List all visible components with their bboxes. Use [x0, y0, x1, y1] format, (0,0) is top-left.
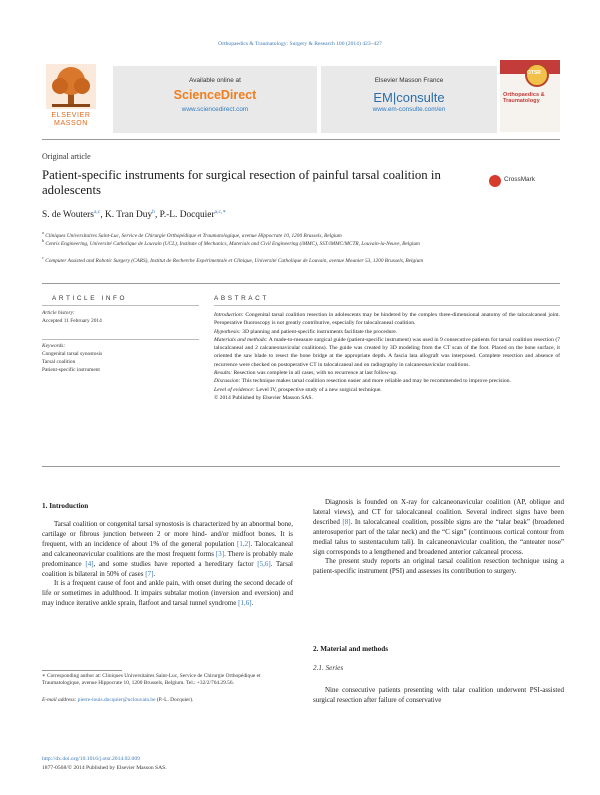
author-name: S. de Wouters: [42, 210, 94, 220]
email-owner: (P.-L. Docquier).: [156, 697, 194, 703]
body-paragraph: The present study reports an original tarsal coalition resection technique using a patient-specific instrument (PSI) and assesses its contribution to surgery.: [313, 557, 564, 576]
article-type: Original article: [42, 152, 91, 161]
abstract-label: Materials and methods:: [214, 336, 268, 343]
author-affil-link[interactable]: a,c: [93, 209, 101, 215]
affiliation-text: Cenris Engineering, Université Catholique de Louvain (UCL), Institute of Mechanics, Materials and Civil Engineering (iMMC), SST/iMMC/MCTR, Louvain-la-Neuve, Belgium: [45, 240, 420, 247]
body-text: , and some studies have reported a hereditary factor: [93, 559, 254, 568]
section-heading-methods: 2. Material and methods: [313, 645, 389, 653]
accepted-date: Accepted 11 February 2014: [42, 318, 102, 324]
body-paragraph: [42, 579, 293, 609]
abstract-paragraph: [214, 336, 560, 369]
body-text: . In talocalcaneal coalition, possible signs are the “talar beak” (broadened anterosuperior part of the talar neck) and the “C sign” (continuous cortical contour from medial talus to sustentaculum tali). In calcaneonavicular coalition, the “anteater nose” sign corresponds to a lengthened and broadened anterior calcaneal process.: [313, 517, 565, 556]
keyword: Patient-specific instrument: [42, 367, 100, 373]
abstract-label: Discussion:: [214, 378, 241, 385]
abstract-paragraph: [214, 377, 560, 385]
abstract-rule: [214, 305, 560, 306]
emconsulte-logo[interactable]: EM|consulte: [373, 90, 445, 105]
journal-cover-title: Orthopaedics & Traumatology: [503, 92, 545, 104]
author-affil-link[interactable]: a,c,∗: [214, 209, 227, 215]
abstract-text: This technique makes tarsal coalition resection easier and more reliable and may be recommended to improve precision.: [241, 378, 511, 385]
abstract-label: Level of evidence:: [214, 386, 255, 393]
keyword: Congenital tarsal synostosis: [42, 351, 103, 357]
body-text: . There is probably male predominance: [42, 549, 293, 568]
publisher-name: Elsevier Masson France: [374, 77, 444, 84]
email-link[interactable]: pierre-louis.docquier@uclouvain.be: [77, 697, 156, 703]
abstract-text: Congenital tarsal coalition resection in adolescents may be hindered by the complex three-dimensional anatomy of the talocalcaneal joint. Peroperative fluoroscopy is not greatly contributive, especially for talocalcaneal coalition.: [214, 312, 560, 327]
body-column-left: [42, 520, 293, 609]
citation-link[interactable]: [5,6]: [257, 559, 271, 568]
body-text: . Talocalcaneal and calcaneonavicular coalitions are the most frequent forms: [42, 539, 294, 558]
issn-line: 1877-0568/© 2014 Published by Elsevier Masson SAS.: [42, 765, 167, 771]
author-affil-link[interactable]: b: [152, 209, 155, 215]
article-info-rule: [42, 339, 199, 340]
crossmark-label[interactable]: CrossMark: [504, 176, 535, 183]
affiliation: [42, 237, 522, 249]
author-list: S. de Wouters$^{a,c}$, K. Tran Duy$^b$, P.-L. Docquier$^{a,c,∗}$: [42, 209, 227, 220]
article-info-heading: ARTICLE INFO: [52, 295, 128, 302]
affiliation-text: Computer Assisted and Robotic Surgery (CARS), Institut de Recherche Expérimentale et Clinique, Université Catholique de Louvain, avenue Mounier 53, 1200 Brussels, Belgium: [45, 257, 424, 264]
citation-link[interactable]: [8]: [342, 517, 351, 526]
affiliation-text: Cliniques Universitaires Saint-Luc, Service de Chirurgie Orthopédique et Traumatologique, avenue Hippocrate 10, 1200 Brussels, Belgium: [45, 232, 342, 239]
abstract-label: Introduction:: [214, 312, 244, 318]
abstract-bottom-rule: [42, 466, 560, 467]
available-online-label: Available online at: [189, 77, 241, 84]
elsevier-tree-logo-icon: [46, 64, 96, 109]
header-divider: [42, 139, 560, 140]
history-label: Article history:: [42, 310, 75, 316]
body-paragraph: [313, 498, 564, 557]
citation-link[interactable]: [1,6]: [238, 599, 252, 608]
body-paragraph: Nine consecutive patients presenting with talar coalition underwent PSI-assisted surgical resection after failure of conservative: [313, 686, 564, 704]
section-divider: [42, 283, 560, 284]
doi-link[interactable]: http://dx.doi.org/10.1016/j.otsr.2014.02.009: [42, 756, 140, 762]
body-column-right: [313, 498, 564, 577]
footnote-rule: [42, 670, 122, 671]
affiliation-marker: a: [42, 230, 44, 235]
abstract-text: Resection was complete in all cases, with no recurrence at last follow-up.: [233, 370, 398, 377]
abstract-text: A made-to-measure surgical guide (patient-specific instrument) was used in 9 consecutive patients for tarsal coalition resection (7 talocalcaneal and 2 calcaneonavicular coalitions). The guide was created by 3D modeling from the CT scan of the foot. Placed on the bone surface, it oriented the saw blade to resect the bone bridge at the appropriate depth. A fascia lata allograft was interposed. Complete resection and absence of recurrence were checked on postoperative CT in talocalcaneal and on radiography in calcaneonavicular coalitions.: [214, 336, 560, 368]
sciencedirect-logo[interactable]: ScienceDirect: [173, 88, 257, 102]
subsection-heading-series: 2.1. Series: [313, 664, 344, 672]
affiliation-marker: c: [42, 255, 44, 260]
abstract-heading: ABSTRACT: [214, 295, 269, 302]
sciencedirect-link[interactable]: www.sciencedirect.com: [181, 106, 249, 113]
citation-link[interactable]: [3]: [215, 549, 225, 558]
copyright-notice: © 2014 Published by Elsevier Masson SAS.: [214, 394, 313, 401]
abstract-text: Level IV, prospective study of a new surgical technique.: [256, 386, 382, 393]
body-paragraph: [42, 520, 293, 579]
body-text: .: [251, 599, 254, 608]
email-line: [42, 697, 293, 704]
abstract-paragraph: [214, 328, 560, 336]
citation-link[interactable]: [7]: [145, 569, 154, 578]
keywords-label: Keywords:: [42, 343, 66, 349]
corresponding-author-note: ∗ Corresponding author at: Cliniques Universitaires Saint-Luc, Service de Chirurgie Orthopédique et Traumatologique, avenue Hippocrate 10, 1200 Brussels, Belgium. Tel.: +32/2/764.29.56.: [42, 673, 261, 687]
keyword: Tarsal coalition: [42, 359, 76, 365]
affiliation: [42, 254, 522, 266]
journal-citation[interactable]: Orthopaedics & Traumatology: Surgery & Research 100 (2014) 423–427: [218, 41, 382, 47]
author-name: K. Tran Duy: [105, 210, 153, 220]
emconsulte-link[interactable]: www.em-consulte.com/en: [372, 106, 446, 113]
body-text: It is a frequent cause of foot and ankle pain, with onset during the second decade of life or sometimes in adulthood. It impairs subtalar motion (inversion and eversion) and may induce iterative ankle sprain, flatfoot and tarsal tunnel syndrome: [42, 579, 293, 608]
citation-link[interactable]: [1,2]: [237, 539, 251, 548]
elsevier-wordmark: [42, 112, 100, 127]
elsevier-wordmark-line1: ELSEVIER: [51, 112, 91, 119]
email-label: E-mail address:: [42, 697, 77, 703]
author-name: P.-L. Docquier: [159, 210, 215, 220]
crossmark-icon[interactable]: [489, 175, 501, 187]
abstract-label: Results:: [214, 370, 233, 377]
abstract-body: [214, 311, 560, 402]
citation-link[interactable]: [4]: [85, 559, 94, 568]
abstract-paragraph: [214, 386, 560, 394]
body-text: Tarsal coalition or congenital tarsal synostosis is characterized by an abnormal bone, cartilage or fibrous junction between 2 or more hind- and/or midfoot bones. It is frequent, with an incidence of about 1% of the general population: [42, 520, 293, 548]
article-title: Patient-specific instruments for surgical resection of painful tarsal coalition in adolescents: [42, 168, 441, 197]
abstract-text: 3D planning and patient-specific instruments facilitate the procedure.: [242, 328, 398, 335]
journal-cover-badge: OTSR: [527, 70, 541, 76]
elsevier-wordmark-line2: MASSON: [54, 119, 88, 127]
abstract-paragraph: [214, 311, 560, 328]
body-text: .: [153, 569, 156, 578]
affiliation-marker: b: [42, 238, 45, 243]
article-info-rule: [42, 305, 199, 306]
body-text: Diagnosis is founded on X-ray for calcaneonavicular coalition (AP, oblique and lateral views), and CT for talocalcaneal coalition. Several indirect signs have been described: [313, 498, 564, 526]
body-text: . Tarsal coalition is bilateral in 50% of cases: [42, 559, 293, 578]
section-heading-introduction: 1. Introduction: [42, 502, 89, 510]
body-column-right-continued: [313, 686, 564, 706]
abstract-paragraph: [214, 369, 560, 377]
abstract-label: Hypothesis:: [214, 328, 241, 335]
